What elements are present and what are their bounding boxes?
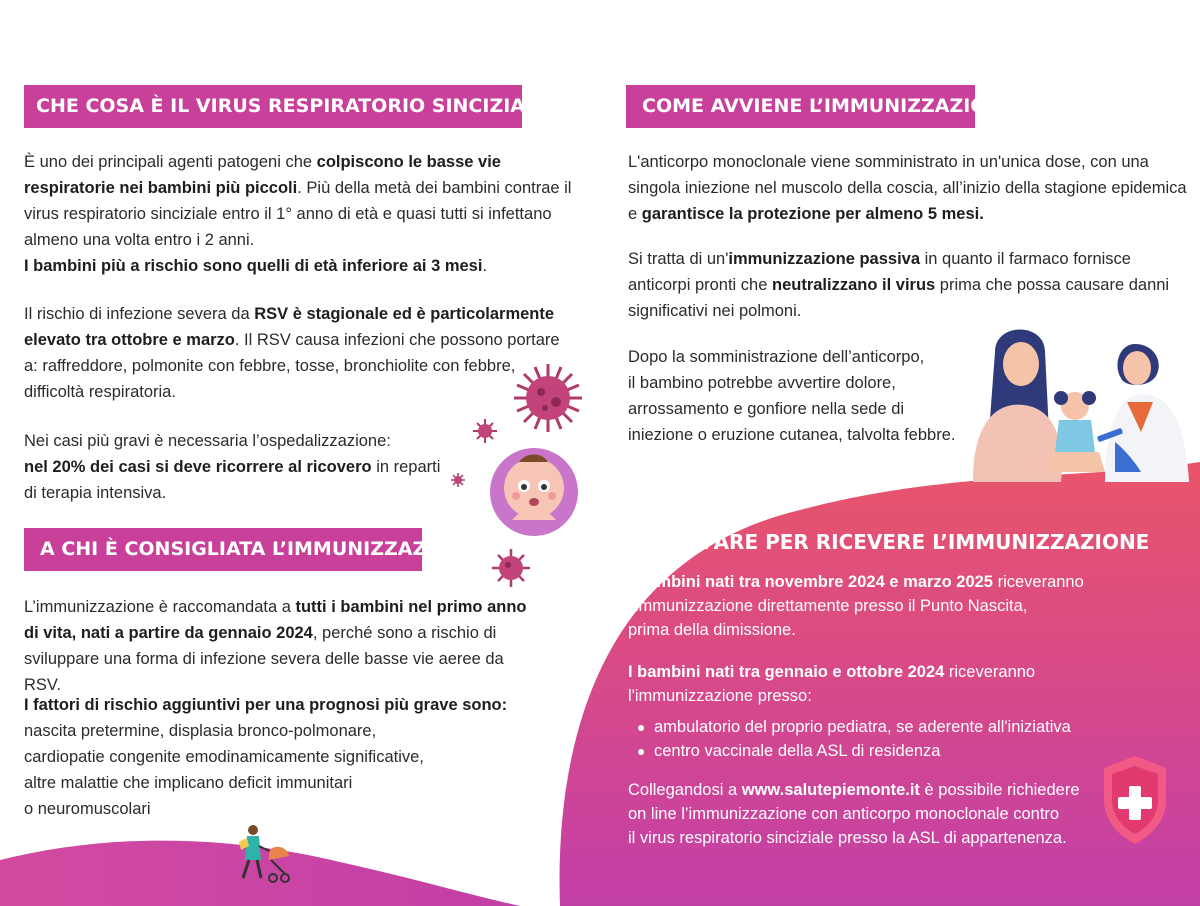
online-request-info <box>628 778 1098 850</box>
heading-how-to-receive: COME FARE PER RICEVERE L’IMMUNIZZAZIONE <box>630 530 1150 554</box>
heading-who-is-recommended: A CHI È CONSIGLIATA L’IMMUNIZZAZIONE <box>24 528 422 571</box>
paragraph: il virus respiratorio sinciziale presso la ASL di appartenenza. <box>628 829 1067 847</box>
paragraph: iniezione o eruzione cutanea, talvolta febbre. <box>628 426 956 444</box>
mother-child-doctor-icon <box>965 322 1195 484</box>
paragraph: cardiopatie congenite emodinamicamente significative, <box>24 748 424 766</box>
list-item: ambulatorio del proprio pediatra, se aderente all'iniziativa <box>630 715 1110 739</box>
paragraph: L’immunizzazione è raccomandata a tutti i bambini nel primo anno di vita, nati a partire da gennaio 2024, perché sono a rischio di sviluppare una forma di infezione severa delle basse vie aeree da RSV. <box>24 598 527 694</box>
paragraph: Collegandosi a www.salutepiemonte.it è possibile richiedere <box>628 781 1080 799</box>
paragraph: È uno dei principali agenti patogeni che colpiscono le basse vie respiratorie nei bambini più piccoli. Più della metà dei bambini contrae il virus respiratorio sinciziale entro il 1° anno di età e quasi tutti si infettano almeno una volta entro i 2 anni. <box>24 153 572 249</box>
rsv-hospitalization <box>24 428 444 506</box>
paragraph: il bambino potrebbe avvertire dolore, <box>628 374 896 392</box>
paragraph: o neuromuscolari <box>24 800 151 818</box>
salutepiemonte-link[interactable]: www.salutepiemonte.it <box>741 781 920 799</box>
recommendation-text <box>24 594 544 698</box>
baby-icon <box>484 438 584 538</box>
woman-stroller-icon <box>225 820 295 888</box>
heading-how-immunization-works: COME AVVIENE L’IMMUNIZZAZIONE <box>626 85 975 128</box>
list-item: centro vaccinale della ASL di residenza <box>630 739 1110 763</box>
paragraph: I bambini nati tra novembre 2024 e marzo 2025 riceveranno <box>628 573 1084 591</box>
rsv-description <box>24 149 584 279</box>
pediatrician-info <box>628 660 1148 708</box>
paragraph: nascita pretermine, displasia bronco-polmonare, <box>24 722 377 740</box>
paragraph: arrossamento e gonfiore nella sede di <box>628 400 905 418</box>
rsv-seasonal-risk <box>24 301 569 405</box>
locations-list <box>630 715 1110 763</box>
heading-what-is-rsv: CHE COSA È IL VIRUS RESPIRATORIO SINCIZIALE - RSV <box>24 85 522 128</box>
shield-cross-icon <box>1100 752 1170 848</box>
risk-factors <box>24 692 544 822</box>
virus-icon <box>490 547 532 589</box>
passive-immunization <box>628 246 1188 324</box>
paragraph: l'immunizzazione presso: <box>628 687 812 705</box>
paragraph: I bambini nati tra gennaio e ottobre 2024 riceveranno <box>628 663 1036 681</box>
side-effects <box>628 344 968 448</box>
paragraph: I fattori di rischio aggiuntivi per una prognosi più grave sono: <box>24 696 508 714</box>
paragraph: prima della dimissione. <box>628 621 796 639</box>
paragraph: Si tratta di un'immunizzazione passiva in quanto il farmaco fornisce anticorpi pronti che neutralizzano il virus prima che possa causare danni significativi nei polmoni. <box>628 250 1170 320</box>
virus-icon <box>510 360 586 436</box>
immunization-method <box>628 149 1188 227</box>
paragraph: l'immunizzazione direttamente presso il Punto Nascita, <box>628 597 1028 615</box>
paragraph: I bambini più a rischio sono quelli di età inferiore ai 3 mesi. <box>24 257 488 275</box>
paragraph: Dopo la somministrazione dell’anticorpo, <box>628 348 925 366</box>
paragraph: altre malattie che implicano deficit immunitari <box>24 774 353 792</box>
virus-icon <box>450 472 466 488</box>
paragraph: L'anticorpo monoclonale viene somministrato in un'unica dose, con una singola iniezione nel muscolo della coscia, all’inizio della stagione epidemica e garantisce la protezione per almeno 5 mesi. <box>628 153 1187 223</box>
birth-point-info <box>628 570 1148 642</box>
paragraph: nel 20% dei casi si deve ricorrere al ricovero in reparti di terapia intensiva. <box>24 458 441 502</box>
paragraph: Nei casi più gravi è necessaria l’ospedalizzazione: <box>24 432 391 450</box>
paragraph: on line l’immunizzazione con anticorpo monoclonale contro <box>628 805 1060 823</box>
paragraph: Il rischio di infezione severa da RSV è stagionale ed è particolarmente elevato tra ottobre e marzo. Il RSV causa infezioni che possono portare a: raffreddore, polmonite con febbre, tosse, bronchiolite con febbre, difficoltà respiratoria. <box>24 305 560 401</box>
